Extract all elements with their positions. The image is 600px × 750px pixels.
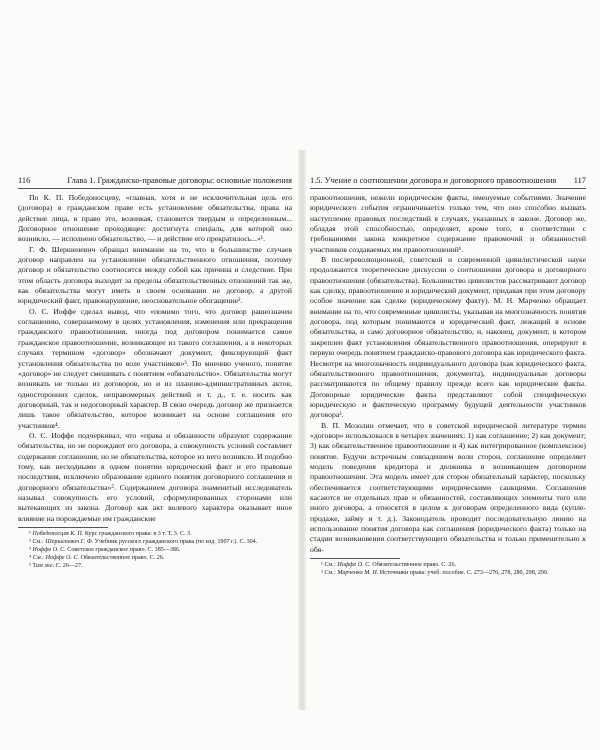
footnote-text: Обязательственное право. С. 26.	[79, 555, 165, 561]
footnote-number: ⁴	[29, 555, 32, 561]
footnote-number: ²	[29, 539, 31, 545]
left-footnotes	[18, 530, 292, 570]
paragraph: В послереволюционной, советской и современной цивилистической науке продолжаются теоретические дискуссии о соотношении договора и договорного правоотношения (обязательства). Большинство цивилистов рассматривают договор как сделку, правоотношение и юридический документ, придавая при этом договору особое значение как сделке (юридическому факту). М. Н. Марченко обращает внимание на то, что современные цивилисты, указывая на многозначность понятия договора, под которым понимаются и юридический факт, лежащий в основе обязательства, и само договорное обязательство, и, наконец, документ, в котором закреплен факт установления обязательственного правоотношения, оперируют в первую очередь понятием гражданско-правового договора как юридического факта. Несмотря на многозначность индивидуального договора (как юридического факта, обязательственного правоотношения, документа), индивидуальные договоры рассматриваются по общему правилу прежде всего как юридические факты. Договорные юридические факты представляют собой специфическую юридическую и фактическую программу будущей деятельности участников договора².	[310, 255, 586, 420]
footnote	[18, 530, 292, 538]
footnote-author: См.: Марченко М. Н.	[324, 570, 379, 577]
left-page	[18, 176, 298, 676]
paragraph: О. С. Иоффе подчеркивал, что «права и обязанности образуют содержание обязательства, но не порождают его договора, а совокупность условий составляет содержание соглашения, но не обязательства, которое из него возникло. И подобно тому, как несходными в одном понятии юридический факт и его правовые последствия, исключено образование единого понятия договорного соглашения и договорного обязательства»⁵. Содержанием договора знаменитый исследователь называл совокупность его условий, сформулированных сторонами или вытекающих из закона. Договор как акт волевого характера оказывает иное влияние на порождаемые им гражданские	[18, 430, 292, 523]
left-chapter-title: Глава 1. Гражданско-правовые договоры: основные положения	[67, 176, 292, 185]
right-running-head	[310, 176, 586, 189]
footnote	[18, 554, 292, 562]
left-page-number: 116	[18, 176, 31, 185]
paragraph: В. П. Мозолин отмечает, что в советской юридической литературе термин «договор» использовался в четырех значениях: 1) как соглашение; 2) как документ; 3) как обязательственное правоотношение и 4) как интегрированное (комплексное) понятие. Будучи встречным совпадением воли сторон, соглашение определяет модель поведения кредитора и должника в возникающем договорном правоотношении. Эта модель имеет для сторон обязательный характер, поскольку обеспечивается соответствующими юридическими санкциями. Соглашения касаются не отдельных прав и обязанностей, составляющих элементы того или иного договора, а относятся в целом к договорам определенного вида (купле-продаже, займу и т. д.). Законодатель проводит последовательную линию на использование понятия договора как соглашения (юридического факта) только на стадии возникновения соответствующего обязательства и только применительно к обя-	[310, 420, 586, 554]
footnote-author: Иоффе О. С.	[32, 547, 66, 553]
footnote	[18, 562, 292, 570]
footnote-divider	[310, 558, 400, 559]
page-gutter	[298, 150, 306, 710]
footnote-author: Там же.	[32, 563, 55, 569]
right-section-title: 1.5. Учение о соотношении договора и договорного правоотношения	[310, 176, 557, 185]
footnote-divider	[18, 527, 108, 528]
footnote-text: Учебник русского гражданского права (по изд. 1907 г.). С. 304.	[93, 539, 258, 545]
right-footnotes	[310, 561, 586, 577]
paragraph: По К. П. Победоносцеву, «главная, хотя и не исключительная цель его (договора) в гражданском праве есть установление обязательства, права на действие лица, и право это, возникая, становится твердым и определенным... Договорное отношение проходящее: достигнута спеціаль, для которой оно возникло, — исполнено обязательство, — и действие его прекратилось...»¹.	[18, 193, 292, 244]
footnote	[310, 569, 586, 577]
right-body-text	[310, 193, 586, 555]
right-page-number: 117	[573, 176, 586, 185]
footnote-text: Советское гражданское право. С. 385—386.	[65, 547, 181, 553]
footnote-number: ³	[29, 547, 31, 553]
footnote-author: См.: Иоффе О. С.	[324, 562, 371, 569]
paragraph: Г. Ф. Шершеневич обращал внимание на то, что в большинстве случаев договор направлен на установление обязательственного отношения, поэтому договор и обязательство соотносятся между собой как причина и следствие. При этом область договора выходит за пределы обязательственных отношений так же, как обязательства могут иметь в своем основании не договор, а другой юридический факт, правонарушение, неосновательное обогащение².	[18, 244, 292, 306]
footnote-text: Курс гражданского права: в 3 т. Т. 3. С. 3.	[83, 531, 192, 537]
footnote-text: С. 26—27.	[54, 563, 83, 569]
paragraph: О. С. Иоффе сделал вывод, что «помимо того, что договор равнозначен соглашению, совершаемому в целях установления, изменения или прекращения гражданского правоотношения, иногда под договором понимается самое гражданское правоотношение, возникающее из такого соглашения, а в некоторых случаях термином «договор» обозначают документ, фиксирующий факт установления обязательства по воле участников»³. По мнению ученого, понятие «договор» не следует смешивать с понятием «обязательство». Обязательства могут возникать не только из договоров, но и из планово-административных актов, односторонних сделок, неправомерных действий и т. д., т. е. носить как договорный, так и недоговорный характер. В свою очередь договор же признается лишь такое обязательство, которое возникает на основе соглашения его участников⁴.	[18, 306, 292, 430]
paragraph: правоотношения, нежели юридические факты, именуемые событиями. Значение юридического события ограничивается только тем, что оно способно вызвать наступление правовых последствий в случаях, указанных в законе. Договор же, обладая этой способностью, определяет, кроме того, в соответствии с требованиями закона конкретное содержание правомочий и обязанностей участников создаваемых им правоотношений¹.	[310, 193, 586, 254]
left-running-head	[18, 176, 292, 189]
footnote-author: Победоносцев К. П.	[32, 531, 84, 537]
footnote-author: См.: Иоффе О. С.	[32, 555, 80, 561]
footnote	[18, 546, 292, 554]
footnote-number: ¹	[29, 531, 31, 537]
footnote	[310, 561, 586, 569]
footnote-text: Обязательственное право. С. 26.	[370, 562, 457, 569]
footnote-number: ⁵	[29, 563, 32, 569]
footnote	[18, 538, 292, 546]
footnote-author: См.: Шершеневич Г. Ф.	[32, 539, 94, 545]
right-page	[306, 176, 586, 676]
footnote-number: ¹	[321, 562, 323, 569]
left-body-text	[18, 193, 292, 524]
footnote-number: ²	[321, 570, 323, 577]
footnote-text: Источники права: учеб. пособие. С. 273—276, 278, 280, 298, 299.	[378, 570, 549, 577]
